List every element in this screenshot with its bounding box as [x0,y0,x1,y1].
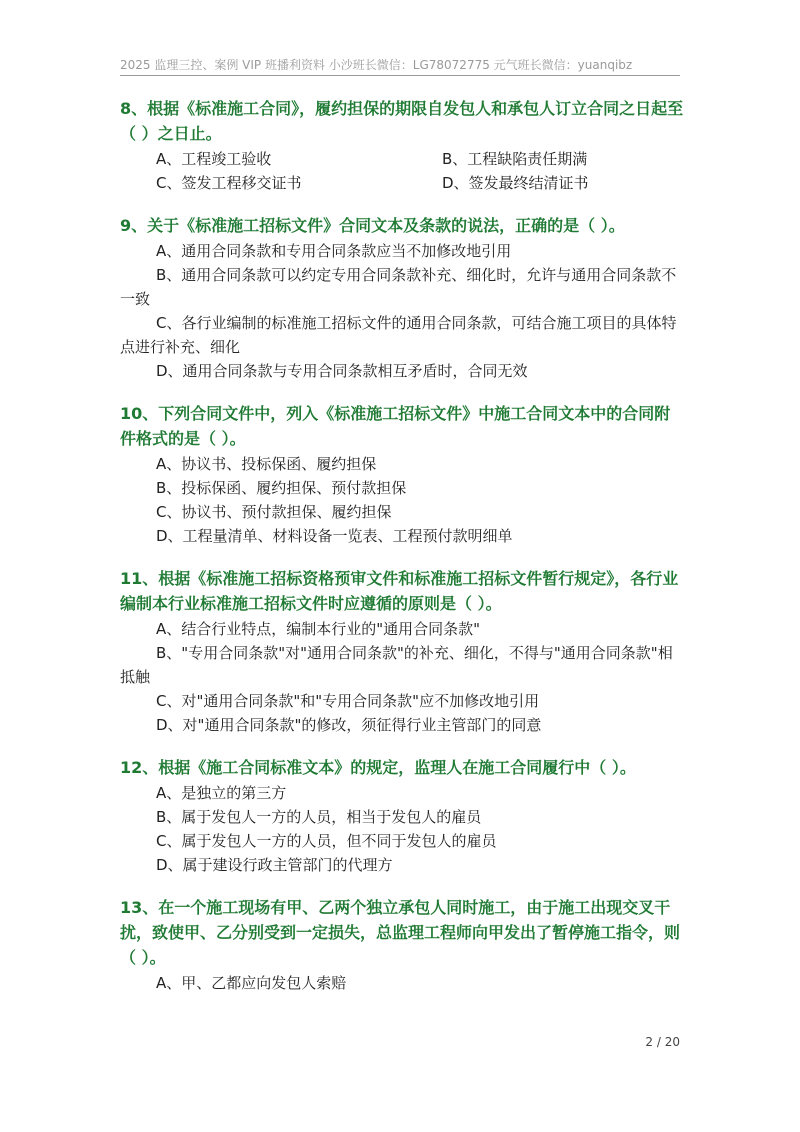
question-stem: 9、关于《标准施工招标文件》合同文本及条款的说法，正确的是（ ）。 [120,216,625,235]
option-a: A、协议书、投标保函、履约担保 [156,455,377,473]
question-11 [120,566,684,737]
option-d: D、对"通用合同条款"的修改，须征得行业主管部门的同意 [156,716,542,734]
question-stem: 11、根据《标准施工招标资格预审文件和标准施工招标文件暂行规定》，各行业编制本行业标准施工招标文件时应遵循的原则是（ ）。 [120,569,679,613]
option-grid [120,147,684,195]
header-divider [120,75,680,76]
option-a: A、工程竣工验收 [156,150,272,168]
question-8 [120,96,684,195]
option-b: B、属于发包人一方的人员，相当于发包人的雇员 [156,808,482,826]
question-stem: 10、下列合同文件中，列入《标准施工招标文件》中施工合同文本中的合同附件格式的是（ ）。 [120,404,671,448]
option-c: C、协议书、预付款担保、履约担保 [156,503,392,521]
option-a: A、结合行业特点，编制本行业的"通用合同条款" [156,620,481,638]
option-b: B、工程缺陷责任期满 [442,150,588,168]
option-d: D、工程量清单、材料设备一览表、工程预付款明细单 [156,527,513,545]
page-number: 2 / 20 [645,1035,680,1049]
option-a: A、甲、乙都应向发包人索赔 [156,974,347,992]
document-body [120,96,684,1013]
question-12 [120,755,684,877]
option-d: D、签发最终结清证书 [442,174,589,192]
option-c: C、各行业编制的标准施工招标文件的通用合同条款，可结合施工项目的具体特点进行补充、细化 [120,314,677,356]
option-d: D、通用合同条款与专用合同条款相互矛盾时，合同无效 [156,362,528,380]
question-stem: 8、根据《标准施工合同》，履约担保的期限自发包人和承包人订立合同之日起至（ ）之日止。 [120,99,684,143]
option-a: A、是独立的第三方 [156,784,287,802]
option-c: C、对"通用合同条款"和"专用合同条款"应不加修改地引用 [156,692,540,710]
question-stem: 12、根据《施工合同标准文本》的规定，监理人在施工合同履行中（ ）。 [120,758,636,777]
running-header: 2025 监理三控、案例 VIP 班播利资料 小沙班长微信：LG78072775 元气班长微信：yuanqibz [120,58,633,72]
question-stem: 13、在一个施工现场有甲、乙两个独立承包人同时施工，由于施工出现交叉干扰，致使甲、乙分别受到一定损失，总监理工程师向甲发出了暂停施工指令，则（ ）。 [120,898,681,967]
option-b: B、通用合同条款可以约定专用合同条款补充、细化时，允许与通用合同条款不一致 [120,266,677,308]
question-9 [120,213,684,383]
option-b: B、投标保函、履约担保、预付款担保 [156,479,407,497]
question-10 [120,401,684,548]
option-a: A、通用合同条款和专用合同条款应当不加修改地引用 [156,242,512,260]
question-13 [120,895,684,995]
option-c: C、属于发包人一方的人员，但不同于发包人的雇员 [156,832,497,850]
option-d: D、属于建设行政主管部门的代理方 [156,856,393,874]
option-b: B、"专用合同条款"对"通用合同条款"的补充、细化，不得与"通用合同条款"相抵触 [120,644,673,686]
option-c: C、签发工程移交证书 [156,174,302,192]
